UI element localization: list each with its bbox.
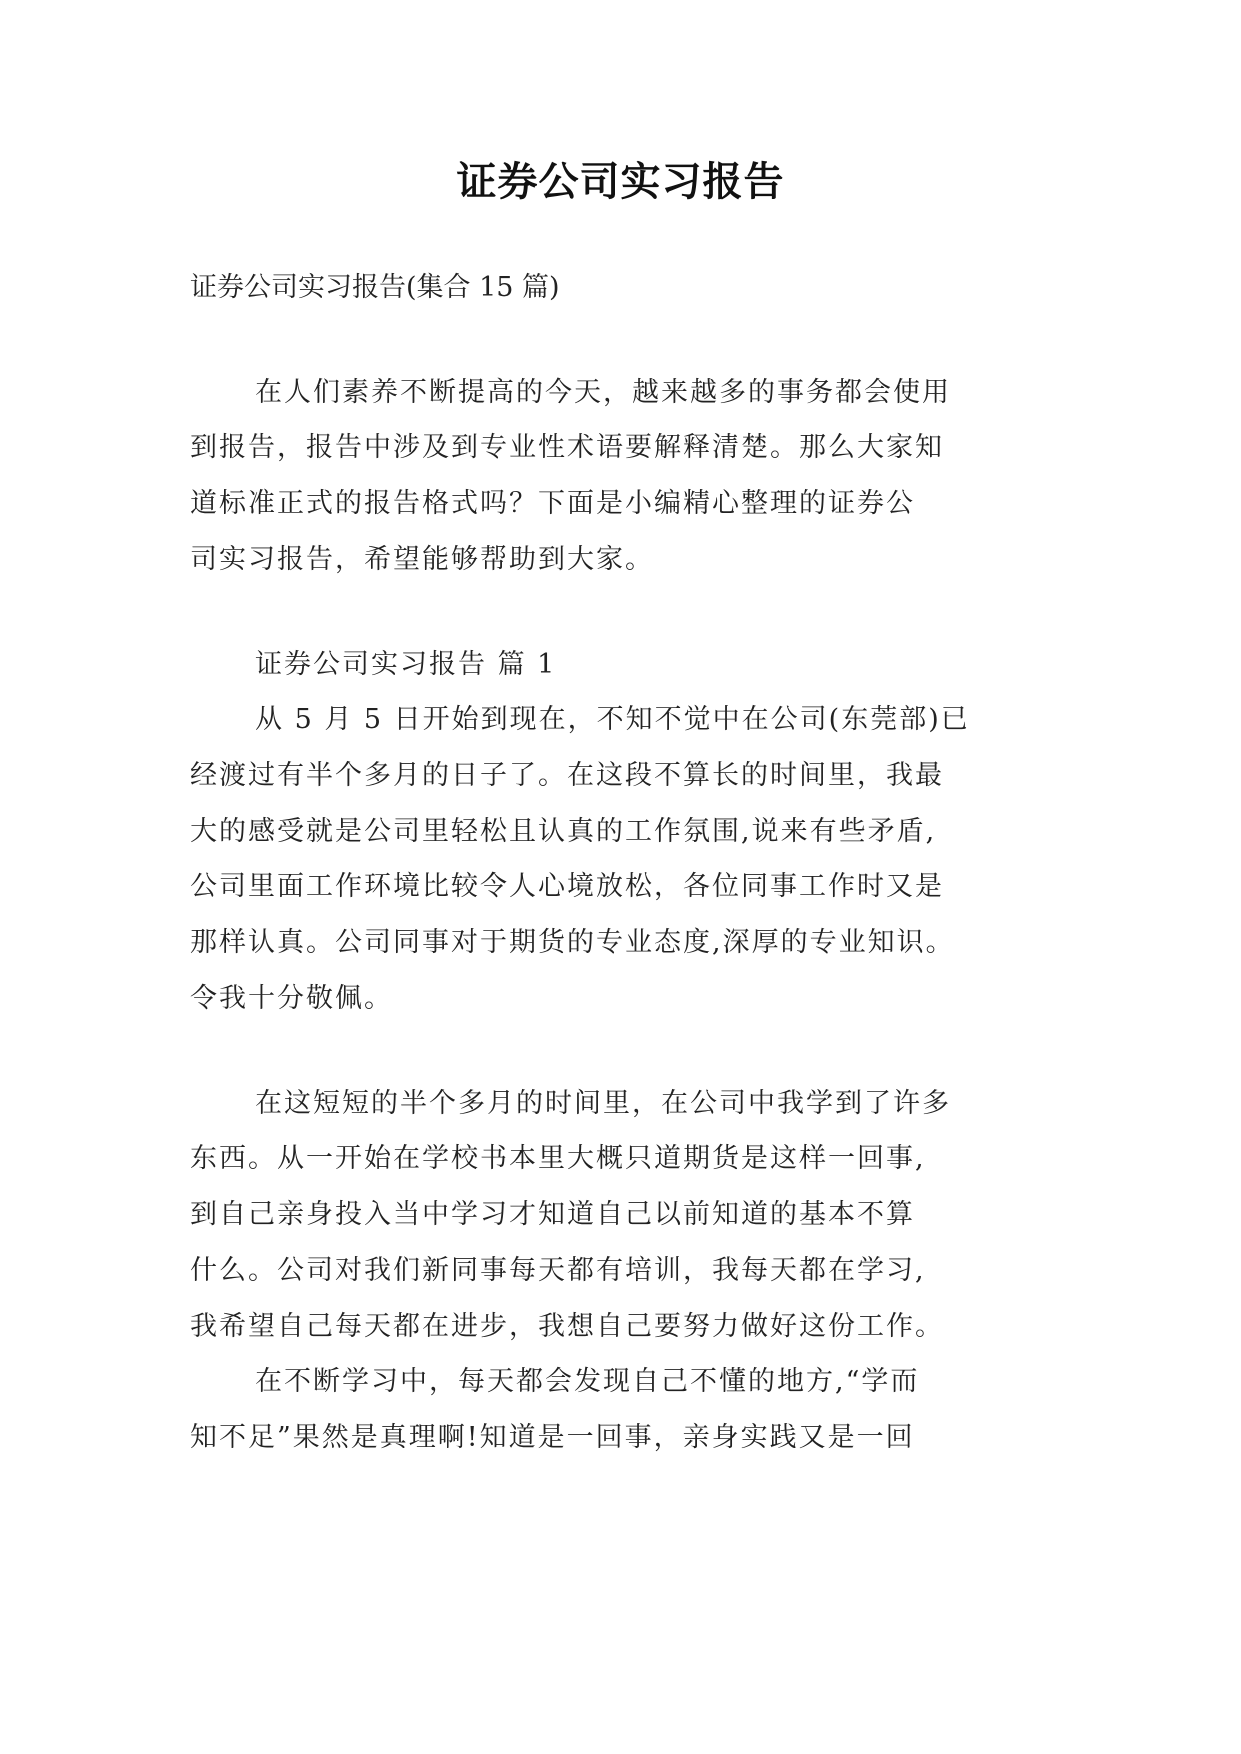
body-line-1: 从 5 月 5 日开始到现在，不知不觉中在公司(东莞部)已	[255, 704, 970, 735]
body-line-13: 知不足”果然是真理啊!知道是一回事，亲身实践又是一回	[190, 1422, 915, 1453]
body-line-7: 在这短短的半个多月的时间里，在公司中我学到了许多	[255, 1088, 951, 1119]
intro-line-2: 到报告，报告中涉及到专业性术语要解释清楚。那么大家知	[190, 432, 944, 463]
section-heading-1: 证券公司实习报告 篇 1	[255, 649, 557, 680]
intro-line-3: 道标准正式的报告格式吗？下面是小编精心整理的证券公	[190, 488, 915, 519]
document-title: 证券公司实习报告	[456, 159, 785, 205]
body-line-9: 到自己亲身投入当中学习才知道自己以前知道的基本不算	[190, 1199, 915, 1230]
body-line-8: 东西。从一开始在学校书本里大概只道期货是这样一回事,	[190, 1143, 926, 1174]
intro-line-4: 司实习报告，希望能够帮助到大家。	[190, 544, 654, 575]
body-line-11: 我希望自己每天都在进步，我想自己要努力做好这份工作。	[190, 1311, 944, 1342]
body-line-2: 经渡过有半个多月的日子了。在这段不算长的时间里，我最	[190, 760, 944, 791]
body-line-3: 大的感受就是公司里轻松且认真的工作氛围,说来有些矛盾,	[190, 816, 937, 847]
body-line-12: 在不断学习中，每天都会发现自己不懂的地方,“学而	[255, 1366, 920, 1397]
document-subtitle: 证券公司实习报告(集合 15 篇)	[190, 272, 560, 303]
intro-line-1: 在人们素养不断提高的今天，越来越多的事务都会使用	[255, 377, 951, 408]
body-line-10: 什么。公司对我们新同事每天都有培训，我每天都在学习,	[190, 1255, 926, 1286]
body-line-4: 公司里面工作环境比较令人心境放松，各位同事工作时又是	[190, 871, 944, 902]
body-line-6: 令我十分敬佩。	[190, 983, 393, 1014]
body-line-5: 那样认真。公司同事对于期货的专业态度,深厚的专业知识。	[190, 927, 955, 958]
